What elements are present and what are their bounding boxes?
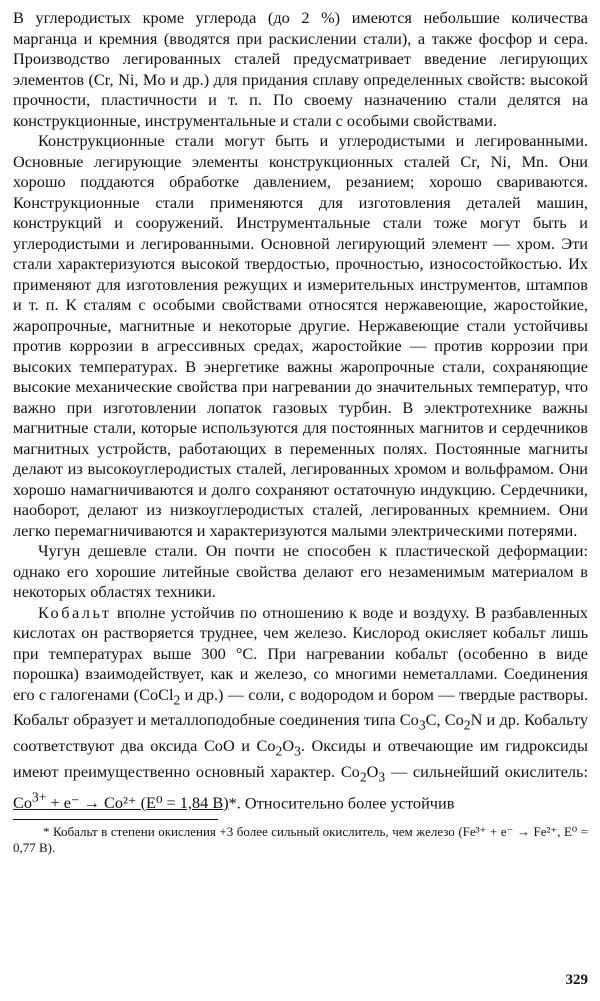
cobalt-term: Кобальт [38,602,112,622]
footnote-divider [13,819,218,820]
paragraph-cobalt: Кобальт вполне устойчив по отношению к воде и воздуху. В разбавленных кислотах он растворяется труднее, чем железо. Кислород окисляет кобальт лишь при температурах выше 300 °С. При нагревании кобальт (особенно в виде порошка) взаимодействует, как и железо, со многими неметаллами. Соединения его с галогенами (CoCl$_2$ и др.) — соли, с водородом и бором — твердые растворы. Кобальт образует и металлоподобные соединения типа $Co_3C$, $Co_2N$ и др. Кобальту соответствуют два оксида CoO и $Co_2O_3$. Оксиды и отвечающие им гидроксиды имеют преимущественно основный характер. $Co_2O_3$ — сильнейший окислитель: $Co^{3+} + e^- \to Co^{2+}$ (E⁰ = 1,84 В)*. Относительно более устойчив [13,602,589,812]
paragraph-cast-iron: Чугун дешевле стали. Он почти не способен к пластической деформации: однако его хорошие литейные свойства делают его незаменимым материалом в некоторых областях техники. [13,541,588,601]
paragraph-steel-types: Конструкционные стали могут быть и углеродистыми и легированными. Основные легирующие элементы конструкционных сталей Cr, Ni, Mn. Они хорошо поддаются обработке давлением, резанием; хорошо свариваются. Конструкционные стали применяются для изготовления деталей машин, конструкций и сооружений. Инструментальные стали тоже могут быть и углеродистыми и легированными. Основной легирующий элемент — хром. Эти стали характеризуются высокой твердостью, прочностью, износостойкостью. Их применяют для изготовления режущих и измерительных инструментов, штампов и т. п. К сталям с особыми свойствами относятся нержавеющие, жаростойкие, жаропрочные, магнитные и некоторые другие. Нержавеющие стали устойчивы против коррозии в агрессивных средах, жаростойкие — против коррозии при высоких температурах. В энергетике важны жаропрочные стали, сохраняющие высокие механические свойства при нагревании до значительных температур, что важно при изготовлении лопаток газовых турбин. В электротехнике важны магнитные стали, которые используются для постоянных магнитов и сердечников магнитных устройств, работающих в переменных полях. Постоянные магниты делают из высокоуглеродистых сталей, легированных хромом и вольфрамом. Они хорошо намагничиваются и долго сохраняют остаточную индукцию. Сердечники, наоборот, делают из низкоуглеродистых сталей, легированных кремнием. Они легко перемагничиваются и характеризуются малыми электрическими потерями. [13,131,588,540]
footnote: * Кобальт в степени окисления +3 более сильный окислитель, чем железо (Fe³⁺ + e⁻ → Fe²⁺, E⁰ = 0,77 В). [13,824,588,856]
paragraph-steels-composition: В углеродистых кроме углерода (до 2 %) имеются небольшие количества марганца и кремния (вводятся при раскислении стали), а также фосфор и сера. Производство легированных сталей предусматривает введение легирующих элементов (Cr, Ni, Mo и др.) для придания сплаву определенных свойств: высокой прочности, пластичности и т. п. По своему назначению стали делятся на конструкционные, инструментальные и стали с особыми свойствами. [13,8,588,130]
page-number: 329 [565,972,588,988]
cobalt-reaction: $Co^{3+} + e^- \to Co^{2+}$ (E⁰ = 1,84 В) [13,789,229,812]
